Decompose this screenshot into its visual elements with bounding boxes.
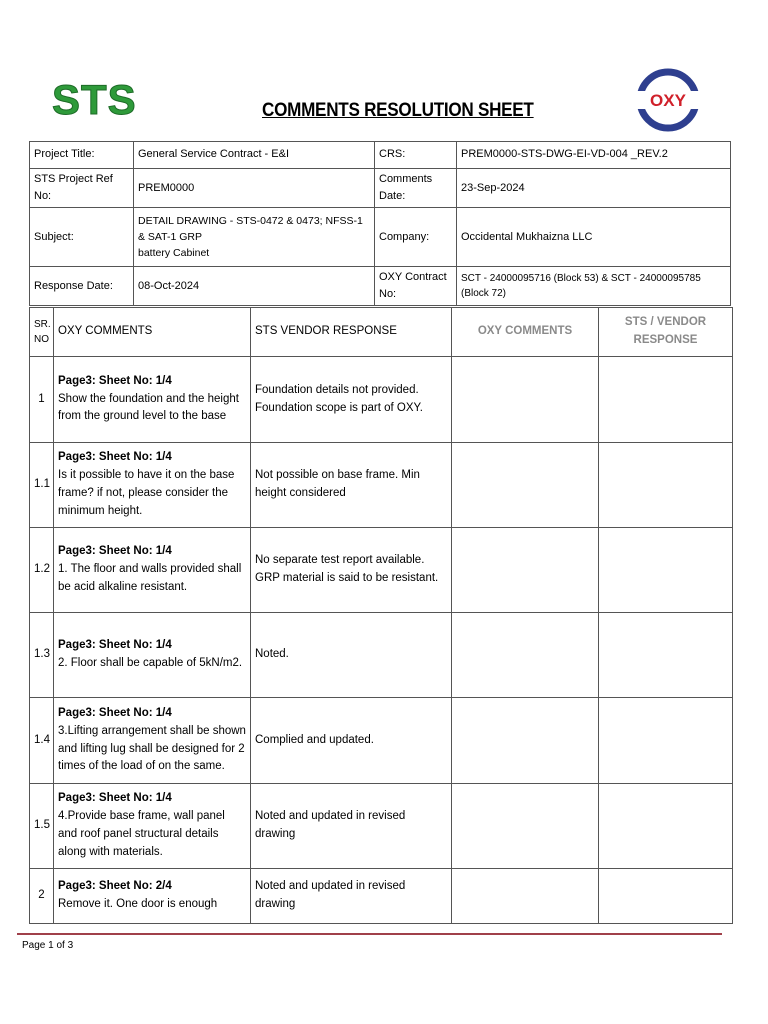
sr-header-line-2: NO xyxy=(34,334,49,345)
company-label: Company: xyxy=(375,208,457,267)
ref-label: STS Project Ref No: xyxy=(30,169,134,208)
response-date-value: 08-Oct-2024 xyxy=(134,267,375,306)
footer-divider xyxy=(17,933,722,935)
table-header-row xyxy=(30,308,733,357)
vendor-response: Noted and updated in revised drawing xyxy=(251,869,452,924)
comment-text: 4.Provide base frame, wall panel and roof panel structural details along with materials. xyxy=(58,810,225,858)
svg-text:OXY: OXY xyxy=(650,91,686,110)
table-row xyxy=(30,357,733,443)
sr-no: 1 xyxy=(30,357,54,443)
oxy-comment-2 xyxy=(452,869,599,924)
table-row xyxy=(30,869,733,924)
vendor-response: Not possible on base frame. Min height considered xyxy=(251,443,452,528)
sheet-ref: Page3: Sheet No: 1/4 xyxy=(58,374,172,387)
svg-text:STS: STS xyxy=(52,76,137,123)
oxy-comment xyxy=(54,528,251,613)
sheet-ref: Page3: Sheet No: 1/4 xyxy=(58,545,172,558)
oxy-comments-header-2: OXY COMMENTS xyxy=(452,308,599,357)
table-row xyxy=(30,443,733,528)
oxy-comment-2 xyxy=(452,784,599,869)
comments-date-label: Comments Date: xyxy=(375,169,457,208)
contract-value: SCT - 24000095716 (Block 53) & SCT - 24000095785 (Block 72) xyxy=(457,267,731,306)
comment-text: 1. The floor and walls provided shall be acid alkaline resistant. xyxy=(58,563,242,593)
page-number: Page 1 of 3 xyxy=(22,940,74,951)
sr-no: 1.4 xyxy=(30,698,54,784)
vendor-response: Foundation details not provided. Foundation scope is part of OXY. xyxy=(251,357,452,443)
vendor-response-2 xyxy=(599,443,733,528)
sr-no: 1.2 xyxy=(30,528,54,613)
sheet-ref: Page3: Sheet No: 1/4 xyxy=(58,639,172,652)
oxy-comment xyxy=(54,357,251,443)
comment-text: Is it possible to have it on the base frame? if not, please consider the minimum height. xyxy=(58,469,235,517)
vendor-response-header-2 xyxy=(599,308,733,357)
subject-line-1: DETAIL DRAWING - STS-0472 & 0473; NFSS-1 & SAT-1 GRP xyxy=(138,214,363,243)
table-row xyxy=(30,698,733,784)
vendor-response-header-2-line-1: STS / VENDOR xyxy=(624,316,707,329)
table-row xyxy=(30,528,733,613)
table-row xyxy=(30,784,733,869)
oxy-comments-header: OXY COMMENTS xyxy=(54,308,251,357)
crs-label: CRS: xyxy=(375,142,457,169)
company-value: Occidental Mukhaizna LLC xyxy=(457,208,731,267)
page-title: COMMENTS RESOLUTION SHEET xyxy=(262,100,534,121)
sheet-ref: Page3: Sheet No: 1/4 xyxy=(58,706,172,719)
comment-text: 3.Lifting arrangement shall be shown and lifting lug shall be designed for 2 times of the load of on the same. xyxy=(58,724,246,773)
table-row xyxy=(30,613,733,698)
comment-text: Show the foundation and the height from the ground level to the base xyxy=(58,392,239,423)
comment-text: Remove it. One door is enough xyxy=(58,898,218,910)
oxy-comment xyxy=(54,784,251,869)
vendor-response-header-2-line-2: RESPONSE xyxy=(633,334,698,346)
comments-date-value: 23-Sep-2024 xyxy=(457,169,731,208)
oxy-comment-2 xyxy=(452,443,599,528)
comments-table xyxy=(29,307,733,924)
project-info-table xyxy=(29,141,731,306)
subject-label: Subject: xyxy=(30,208,134,267)
sr-header xyxy=(30,308,54,357)
vendor-response: No separate test report available. GRP material is said to be resistant. xyxy=(251,528,452,613)
comment-text: 2. Floor shall be capable of 5kN/m2. xyxy=(58,657,243,669)
sr-no: 1.3 xyxy=(30,613,54,698)
vendor-response: Noted and updated in revised drawing xyxy=(251,784,452,869)
sr-no: 1.1 xyxy=(30,443,54,528)
sr-no: 2 xyxy=(30,869,54,924)
sr-no: 1.5 xyxy=(30,784,54,869)
oxy-comment-2 xyxy=(452,528,599,613)
project-title-label: Project Title: xyxy=(30,142,134,169)
oxy-comment xyxy=(54,698,251,784)
ref-value: PREM0000 xyxy=(134,169,375,208)
project-title-value: General Service Contract - E&I xyxy=(134,142,375,169)
oxy-comment-2 xyxy=(452,357,599,443)
response-date-label: Response Date: xyxy=(30,267,134,306)
vendor-response-2 xyxy=(599,528,733,613)
contract-label: OXY Contract No: xyxy=(375,267,457,306)
sheet-ref: Page3: Sheet No: 1/4 xyxy=(58,451,172,464)
oxy-comment xyxy=(54,613,251,698)
vendor-response-2 xyxy=(599,784,733,869)
subject-value xyxy=(134,208,375,267)
sr-header-line-1: SR. xyxy=(34,318,51,330)
vendor-response-2 xyxy=(599,357,733,443)
oxy-comment xyxy=(54,443,251,528)
crs-value: PREM0000-STS-DWG-EI-VD-004 _REV.2 xyxy=(457,142,731,169)
vendor-response-2 xyxy=(599,869,733,924)
oxy-comment-2 xyxy=(452,698,599,784)
vendor-response: Noted. xyxy=(251,613,452,698)
oxy-comment xyxy=(54,869,251,924)
subject-line-2: battery Cabinet xyxy=(138,247,210,260)
oxy-logo xyxy=(636,66,700,134)
vendor-response-2 xyxy=(599,613,733,698)
vendor-response: Complied and updated. xyxy=(251,698,452,784)
sheet-ref: Page3: Sheet No: 2/4 xyxy=(58,880,172,893)
sheet-ref: Page3: Sheet No: 1/4 xyxy=(58,792,172,805)
sts-logo xyxy=(50,70,137,123)
vendor-response-header: STS VENDOR RESPONSE xyxy=(251,308,452,357)
vendor-response-2 xyxy=(599,698,733,784)
oxy-comment-2 xyxy=(452,613,599,698)
